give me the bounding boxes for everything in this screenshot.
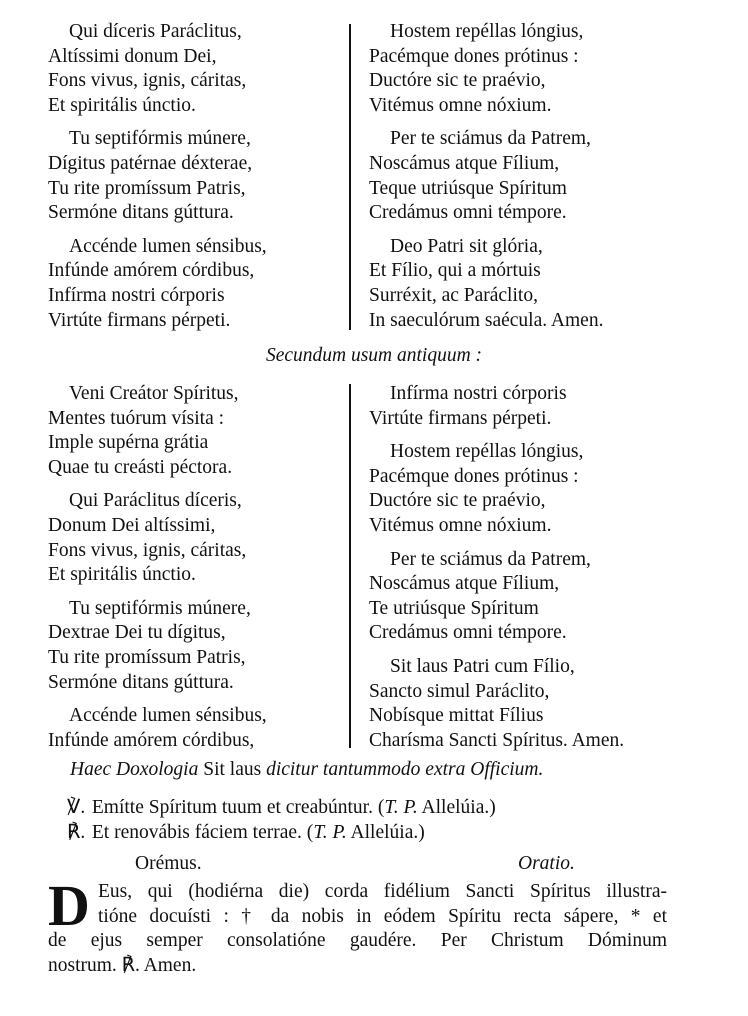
hymn-column-right-2 bbox=[369, 382, 624, 762]
stanza bbox=[369, 235, 603, 333]
hymn-column-right-1 bbox=[369, 20, 603, 342]
verse-line: Pacémque dones prótinus : bbox=[369, 45, 579, 67]
rubric-italic-1: Haec Doxologia bbox=[70, 759, 199, 780]
verse-line: Infírma nostri córporis bbox=[390, 383, 567, 404]
stanza bbox=[48, 127, 267, 225]
prayer-line: tióne docuísti : † da nobis in eódem Spíritu recta sápere, * et bbox=[98, 905, 667, 927]
verse-line: Hostem repéllas lóngius, bbox=[390, 21, 584, 42]
verse-line: Accénde lumen sénsibus, bbox=[69, 235, 267, 257]
stanza bbox=[369, 655, 624, 753]
versicle-end: Allelúia.) bbox=[417, 797, 496, 818]
column-divider bbox=[349, 384, 351, 748]
verse-line: Ductóre sic te praévio, bbox=[369, 490, 546, 512]
verse-line: Vitémus omne nóxium. bbox=[369, 514, 552, 536]
verse-line: Mentes tuórum vísita : bbox=[48, 407, 225, 429]
rubric-roman: Sit laus bbox=[198, 759, 267, 780]
response-symbol: ℟. bbox=[67, 822, 86, 843]
verse-line: Et Fílio, qui a mórtuis bbox=[369, 260, 541, 282]
verse-line: Noscámus atque Fílium, bbox=[369, 152, 560, 174]
verse-line: Hostem repéllas lóngius, bbox=[390, 441, 584, 463]
oratio-heading: Oratio. bbox=[518, 853, 575, 874]
versicle bbox=[67, 795, 496, 819]
verse-line: Nobísque mittat Fílius bbox=[369, 705, 544, 727]
verse-line: Tu septifórmis múnere, bbox=[69, 597, 251, 619]
stanza bbox=[369, 127, 603, 225]
versicle-symbol: ℣. bbox=[67, 797, 86, 818]
verse-line: In saeculórum saécula. Amen. bbox=[369, 309, 604, 331]
verse-line: Imple supérna grátia bbox=[48, 432, 209, 454]
response-tp: T. P. bbox=[313, 822, 347, 843]
verse-line: Pacémque dones prótinus : bbox=[369, 465, 579, 487]
response-end: Allelúia.) bbox=[346, 822, 425, 843]
verse-line: Fons vivus, ignis, cáritas, bbox=[48, 70, 247, 92]
verse-line: Dextrae Dei tu dígitus, bbox=[48, 622, 226, 644]
hymn-column-left-1 bbox=[48, 20, 267, 342]
verse-line: Noscámus atque Fílium, bbox=[369, 573, 560, 595]
versicle-tp: T. P. bbox=[384, 797, 418, 818]
prayer-line: nostrum. ℟. Amen. bbox=[48, 954, 197, 976]
collect-prayer bbox=[48, 873, 667, 978]
verse-line: Ductóre sic te praévio, bbox=[369, 70, 546, 92]
verse-line: Et spiritális únctio. bbox=[48, 564, 196, 586]
drop-capital: D bbox=[48, 873, 90, 938]
verse-line: Virtúte firmans pérpeti. bbox=[48, 309, 231, 331]
doxology-rubric bbox=[70, 759, 543, 781]
stanza bbox=[48, 235, 267, 333]
verse-line: Veni Creátor Spíritus, bbox=[69, 383, 239, 404]
stanza bbox=[48, 489, 267, 587]
response bbox=[67, 820, 425, 844]
response-text: Et renovábis fáciem terrae. ( bbox=[87, 822, 314, 843]
verse-line: Qui Paráclitus díceris, bbox=[69, 490, 242, 512]
stanza bbox=[48, 597, 267, 695]
verse-line: Vitémus omne nóxium. bbox=[369, 94, 552, 116]
verse-line: Altíssimi donum Dei, bbox=[48, 45, 217, 67]
verse-line: Sermóne ditans gúttura. bbox=[48, 671, 234, 693]
verse-line: Tu rite promíssum Patris, bbox=[48, 646, 246, 668]
verse-line: Te utriúsque Spíritum bbox=[369, 597, 539, 619]
verse-line: Infírma nostri córporis bbox=[48, 284, 225, 306]
verse-line: Quae tu creásti péctora. bbox=[48, 456, 233, 478]
verse-line: Sancto simul Paráclito, bbox=[369, 680, 550, 702]
hymn-column-left-2 bbox=[48, 382, 267, 762]
verse-line: Infúnde amórem córdibus, bbox=[48, 729, 255, 751]
verse-line: Donum Dei altíssimi, bbox=[48, 514, 216, 536]
verse-line: Fons vivus, ignis, cáritas, bbox=[48, 539, 247, 561]
verse-line: Qui díceris Paráclitus, bbox=[69, 21, 242, 42]
verse-line: Deo Patri sit glória, bbox=[390, 235, 543, 257]
verse-line: Surréxit, ac Paráclito, bbox=[369, 284, 538, 306]
verse-line: Teque utriúsque Spíritum bbox=[369, 177, 567, 199]
verse-line: Tu rite promíssum Patris, bbox=[48, 177, 246, 199]
verse-line: Per te sciámus da Patrem, bbox=[390, 548, 591, 570]
verse-line: Sermóne ditans gúttura. bbox=[48, 202, 234, 224]
verse-line: Accénde lumen sénsibus, bbox=[69, 705, 267, 727]
verse-line: Per te sciámus da Patrem, bbox=[390, 128, 591, 150]
verse-line: Charísma Sancti Spíritus. Amen. bbox=[369, 729, 625, 751]
verse-line: Tu septifórmis múnere, bbox=[69, 128, 251, 150]
verse-line: Dígitus patérnae déxterae, bbox=[48, 152, 253, 174]
verse-line: Credámus omni témpore. bbox=[369, 202, 567, 224]
section-heading: Secundum usum antiquum : bbox=[265, 345, 483, 366]
stanza bbox=[48, 704, 267, 753]
rubric-italic-2: dicitur tantummodo extra Officium. bbox=[266, 759, 544, 780]
stanza bbox=[369, 20, 603, 118]
verse-line: Infúnde amórem córdibus, bbox=[48, 260, 255, 282]
oremus-heading: Orémus. bbox=[135, 853, 202, 874]
prayer-line: de ejus semper consolatióne gaudére. Per Christum Dóminum bbox=[48, 930, 667, 951]
versicle-text: Emítte Spíritum tuum et creabúntur. ( bbox=[87, 797, 385, 818]
stanza bbox=[48, 20, 267, 118]
verse-line: Credámus omni témpore. bbox=[369, 622, 567, 644]
verse-line: Sit laus Patri cum Fílio, bbox=[390, 655, 575, 677]
stanza bbox=[369, 440, 624, 538]
stanza bbox=[369, 548, 624, 646]
prayer-line: Eus, qui (hodiérna die) corda fidélium Sancti Spíritus illustra- bbox=[98, 881, 667, 902]
stanza bbox=[48, 382, 267, 480]
column-divider bbox=[349, 24, 351, 330]
verse-line: Virtúte firmans pérpeti. bbox=[369, 407, 552, 429]
stanza bbox=[369, 382, 624, 431]
verse-line: Et spiritális únctio. bbox=[48, 94, 196, 116]
